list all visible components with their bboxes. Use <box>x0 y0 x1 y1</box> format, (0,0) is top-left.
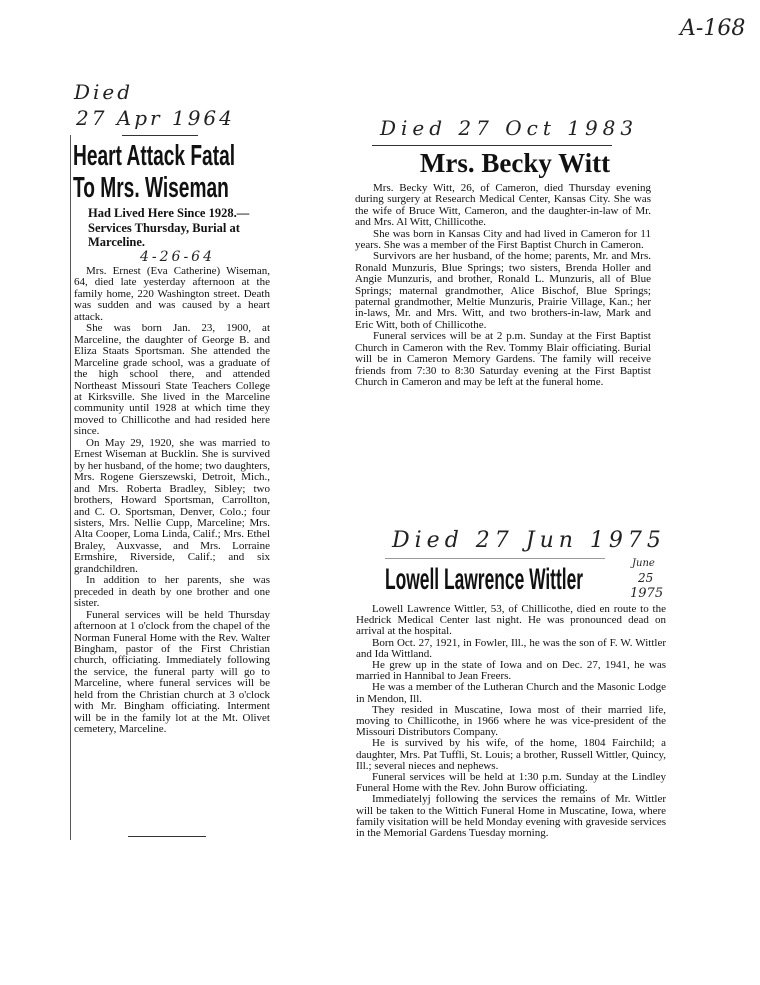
column-border <box>70 135 71 840</box>
paragraph: Survivors are her husband, of the home; parents, Mr. and Mrs. Ronald Munzuris, Blue Springs; two sisters, Brenda Holler and Angie Munzuris, and brother, Ronald L. Munzuris, all of Blue Springs; maternal grandmother, Alice Bischof, Blue Springs; paternal grandmother, Meltie Munzuris, Prairie Village, Kan.; her in-laws, Mr. and Mrs. Witt, and two brothers-in-law, Mark and Eric Witt, both of Chillicothe. <box>355 250 651 331</box>
paragraph: Funeral services will be held Thursday afternoon at 1 o'clock from the chapel of the Norman Funeral Home with the Rev. Walter Bingham, pastor of the First Christian church, officiating. Immediately following the service, the funeral party will go to Marceline, where funeral services will be held from the Christian church at 3 o'clock with Mr. Bingham officiating. Interment will be in the family lot at the Mt. Olivet cemetery, Marceline. <box>74 608 270 736</box>
handwritten-note-day: 25 <box>638 571 654 585</box>
headline <box>73 140 319 204</box>
handwritten-note-year: 1975 <box>630 586 664 601</box>
paragraph: Funeral services will be held at 1:30 p.m. Sunday at the Lindley Funeral Home with the Rev. John Burow officiating. <box>356 771 666 795</box>
headline <box>385 563 726 597</box>
end-rule <box>128 836 206 837</box>
article-body <box>356 604 666 839</box>
paragraph: On May 29, 1920, she was married to Ernest Wiseman at Bucklin. She is survived by her husband, of the home; two daughters, Mrs. Rogene Gierszewski, Detroit, Mich., and Mrs. Roberta Bradley, Sibley; two brothers, Howard Sportsman, Carrollton, and C. O. Sportsman, Denver, Colo.; four sisters, Mrs. Nellie Cupp, Marceline; Mrs. Alta Cooper, Loma Linda, Calif.; Mrs. Ethel Braley, Auxvasse, and Mrs. Lorraine Ermshire, Riverside, Calif.; and six grandchildren. <box>74 436 270 575</box>
headline-line-1: Heart Attack Fatal <box>73 140 236 172</box>
paragraph: Born Oct. 27, 1921, in Fowler, Ill., he was the son of F. W. Wittler and Ida Wittland. <box>356 636 666 660</box>
handwritten-date: Died 27 Oct 1983 <box>380 116 639 140</box>
paragraph: Lowell Lawrence Wittler, 53, of Chillicothe, died en route to the Hedrick Medical Center last night. He was pronounced dead on arrival at the hospital. <box>356 603 666 638</box>
divider <box>122 135 198 136</box>
article-body <box>355 183 651 388</box>
paragraph: Mrs. Becky Witt, 26, of Cameron, died Thursday evening during surgery at Research Medical Center, Kansas City. She was the wife of Bruce Witt, Cameron, and the daughter-in-law of Mr. and Mrs. Al Witt, Chillicothe. <box>355 182 651 229</box>
paragraph: He grew up in the state of Iowa and on Dec. 27, 1941, he was married in Hannibal to Jean Freers. <box>356 659 666 683</box>
handwritten-date: Died 27 Jun 1975 <box>392 528 666 553</box>
headline-text: Lowell Lawrence Wittler <box>385 563 584 596</box>
paragraph: She was born in Kansas City and had lived in Cameron for 11 years. She was a member of the First Baptist Church in Cameron. <box>355 227 651 252</box>
divider <box>372 145 612 146</box>
article-body <box>74 266 270 736</box>
handwritten-note-month: June <box>632 558 655 569</box>
paragraph: In addition to her parents, she was preceded in death by one brother and one sister. <box>74 574 270 610</box>
paragraph: He was a member of the Lutheran Church and the Masonic Lodge in Mendon, Ill. <box>356 681 666 705</box>
paragraph: He is survived by his wife, of the home, 1804 Fairchild; a daughter, Mrs. Pat Tuffli, St. Louis; a brother, Russell Wittler, Quincy, Ill.; several nieces and nephews. <box>356 737 666 772</box>
handwritten-died: Died <box>74 80 134 104</box>
handwritten-note: 4-26-64 <box>140 249 215 265</box>
paragraph: Immediatelyj following the services the remains of Mr. Wittler will be taken to the Wittich Funeral Home in Muscatine, Iowa, where family visitation will be held Monday evening with graveside services in the Memorial Gardens Tuesday morning. <box>356 793 666 840</box>
paragraph: Mrs. Ernest (Eva Catherine) Wiseman, 64, died late yesterday afternoon at the family home, 220 Washington street. Death was sudden and was caused by a heart attack. <box>74 265 270 323</box>
paragraph: They resided in Muscatine, Iowa most of their married life, moving to Chillicothe, in 1966 where he was vice-president of the Missouri Distributors Company. <box>356 703 666 739</box>
paragraph: Funeral services will be at 2 p.m. Sunday at the First Baptist Church in Cameron with the Rev. Tommy Blair officiating. Burial will be in Cameron Memory Gardens. The family will receive friends from 7:30 to 8:30 Saturday evening at the First Baptist Church in Cameron and may be left at the funeral home. <box>355 330 651 388</box>
headline-line-2: To Mrs. Wiseman <box>73 172 229 204</box>
subhead: Had Lived Here Since 1928.—Services Thursday, Burial at Marceline. <box>88 206 250 249</box>
handwritten-date: 27 Apr 1964 <box>76 106 235 130</box>
paragraph: She was born Jan. 23, 1900, at Marceline, the daughter of George B. and Eliza Staats Sportsman. She attended the Marceline grade school, was a graduate of the high school there, and attended Northeast Missouri State Teachers College at Kirksville. She lived in the Marceline community until 1928 at which time they moved to Chillicothe and had resided here since. <box>74 322 270 438</box>
page-number-handwritten: A-168 <box>680 16 746 41</box>
divider <box>385 558 605 559</box>
headline: Mrs. Becky Witt <box>419 148 611 178</box>
